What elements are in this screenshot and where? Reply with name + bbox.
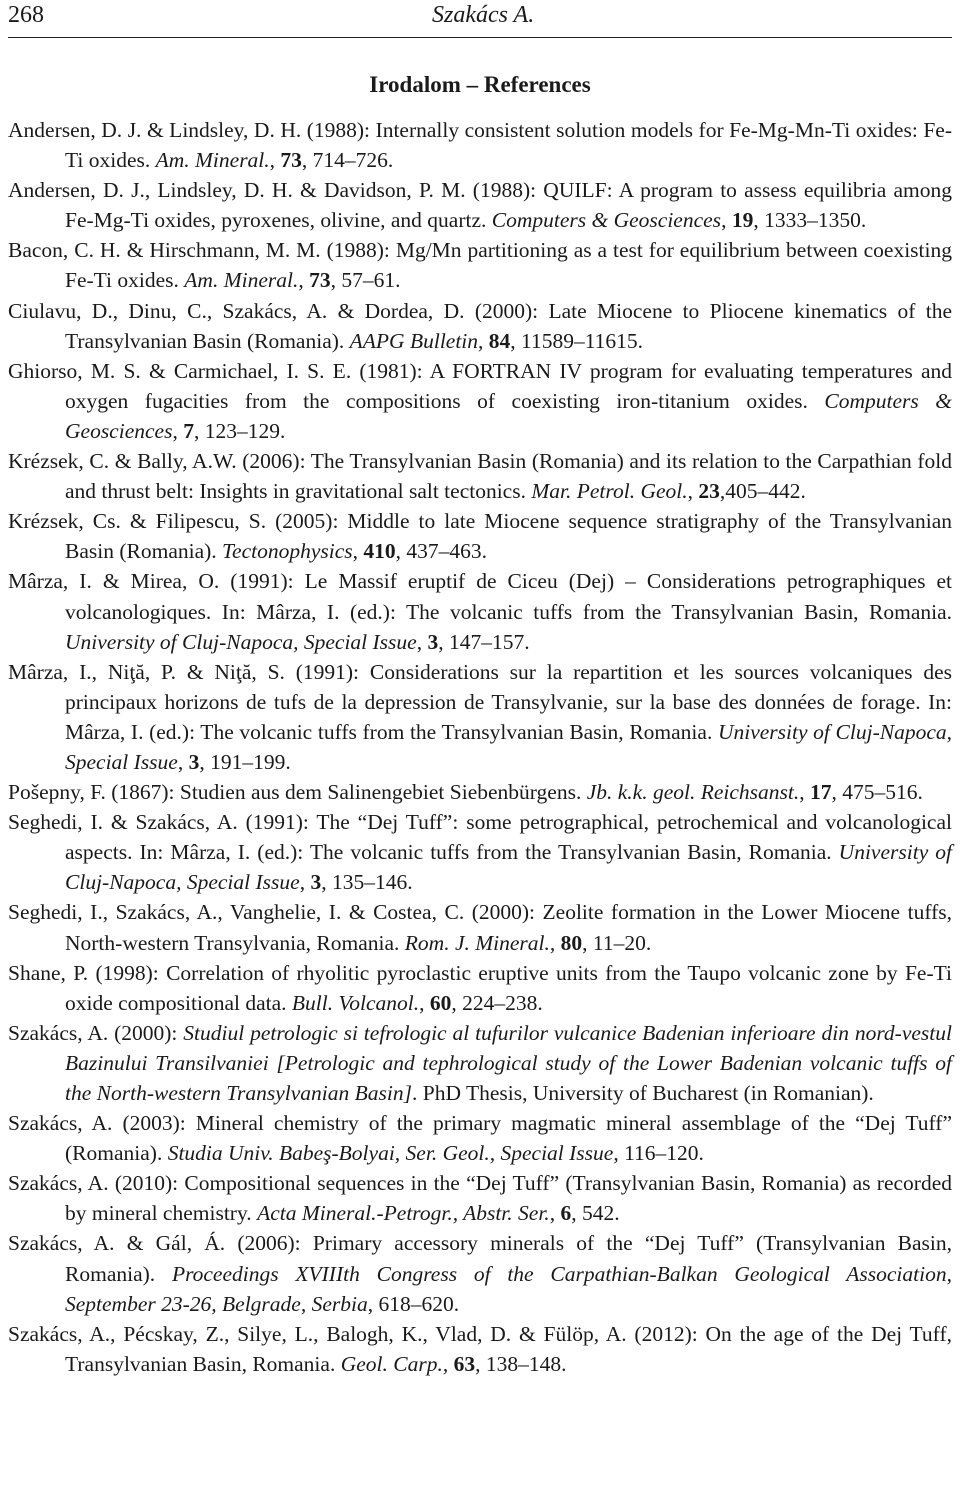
reference-volume: 17 (810, 780, 832, 805)
section-title: Irodalom – References (369, 72, 591, 97)
reference-entry (8, 657, 952, 777)
page-number: 268 (8, 2, 44, 28)
reference-source: AAPG Bulletin (349, 328, 479, 353)
reference-text: , 1333–1350. (753, 208, 867, 233)
reference-text: , (419, 990, 430, 1015)
reference-text: Krézsek, Cs. & Filipescu, S. (2005): Middle to late Miocene sequence stratigraphy of the Transylvanian Basin (Romania). (8, 509, 952, 564)
header-rule (8, 37, 952, 38)
reference-text: Mârza, I. & Mirea, O. (1991): Le Massif eruptif de Ciceu (Dej) – Considerations petrographiques et volcanologiques. In: Mârza, I. (ed.): The volcanic tuffs from the Transylvanian Basin, Romania. (8, 569, 952, 624)
reference-entry (8, 1018, 952, 1108)
reference-volume: 19 (731, 208, 754, 233)
reference-text: Szakács, A., Pécskay, Z., Silye, L., Balogh, K., Vlad, D. & Fülöp, A. (2012): On the age of the Dej Tuff, Transylvanian Basin, Romania. (8, 1321, 952, 1376)
reference-source: Am. Mineral. (184, 268, 299, 293)
reference-entry (8, 235, 952, 295)
reference-text: Szakács, A. (2010): Compositional sequences in the “Dej Tuff” (Transylvanian Basin, Romania) as recorded by mineral chemistry. (8, 1171, 952, 1226)
reference-entry (8, 115, 952, 175)
reference-text: , (352, 539, 364, 564)
reference-source: Geol. Carp. (340, 1351, 443, 1376)
reference-volume: 73 (280, 148, 302, 173)
reference-text: , 138–148. (475, 1351, 567, 1376)
reference-entry (8, 356, 952, 446)
reference-text: Mârza, I., Niţă, P. & Niţă, S. (1991): Considerations sur la repartition et les sources volcaniques des principaux horizons de tufs de la depression de Transylvanie, sur la base des données de forage. In: Mârza, I. (ed.): The volcanic tuffs from the Transylvanian Basin, Romania. (8, 659, 952, 744)
reference-text: , (478, 328, 489, 353)
reference-text: Andersen, D. J., Lindsley, D. H. & Davidson, P. M. (1988): QUILF: A program to assess equilibria among Fe-Mg-Ti oxides, pyroxenes, olivine, and quartz. (8, 178, 952, 233)
reference-volume: 3 (310, 870, 322, 895)
reference-entry (8, 777, 952, 807)
reference-entry (8, 958, 952, 1018)
reference-volume: 63 (453, 1351, 476, 1376)
reference-text: Ghiorso, M. S. & Carmichael, I. S. E. (1981): A FORTRAN IV program for evaluating temperatures and oxygen fugacities from the compositions of coexisting iron-titanium oxides. (8, 358, 952, 413)
reference-text: . PhD Thesis, University of Bucharest (in Romanian). (412, 1081, 874, 1105)
reference-text: Pošepny, F. (1867): Studien aus dem Salinengebiet Siebenbürgens. (8, 780, 587, 805)
reference-entry (8, 1319, 952, 1379)
reference-text: , 542. (571, 1201, 620, 1226)
reference-entry (8, 1168, 952, 1228)
reference-text: , 147–157. (438, 629, 530, 654)
reference-volume: 80 (560, 930, 583, 955)
reference-text: , 11589–11615. (510, 328, 644, 353)
reference-volume: 84 (488, 328, 511, 353)
reference-text: , (549, 930, 561, 955)
reference-source: University of Cluj-Napoca, Special Issue (65, 719, 952, 774)
reference-text: , 618–620. (367, 1291, 460, 1316)
reference-text: , (177, 749, 189, 774)
reference-text: , 116–120. (613, 1141, 704, 1166)
reference-text: , 224–238. (451, 990, 543, 1015)
reference-text: , (269, 148, 281, 173)
reference-source: Rom. J. Mineral. (404, 930, 550, 955)
reference-source: Bull. Volcanol. (291, 990, 420, 1015)
reference-entry (8, 446, 952, 506)
reference-text: ,405–442. (719, 479, 806, 504)
reference-text: , (172, 418, 184, 443)
reference-text: , (299, 870, 311, 895)
reference-text: Krézsek, C. & Bally, A.W. (2006): The Transylvanian Basin (Romania) and its relation to the Carpathian fold and thrust belt: Insights in gravitational salt tectonics. (8, 449, 952, 504)
reference-volume: 3 (188, 749, 200, 774)
reference-source: Proceedings XVIIIth Congress of the Carpathian-Balkan Geological Association, September 23-26, Belgrade, Serbia (65, 1261, 952, 1316)
reference-source: Am. Mineral. (155, 148, 270, 173)
reference-entry (8, 807, 952, 897)
reference-entry (8, 506, 952, 566)
reference-text: Andersen, D. J. & Lindsley, D. H. (1988): Internally consistent solution models for Fe-Mg-Mn-Ti oxides: Fe-Ti oxides. (8, 118, 952, 173)
reference-text: , (442, 1351, 454, 1376)
reference-text: Ciulavu, D., Dinu, C., Szakács, A. & Dordea, D. (2000): Late Miocene to Pliocene kinematics of the Transylvanian Basin (Romania). (8, 298, 952, 353)
reference-text: , 11–20. (582, 930, 652, 955)
reference-text: , 123–129. (193, 418, 286, 443)
reference-source: Acta Mineral.-Petrogr., Abstr. Ser. (257, 1201, 550, 1226)
reference-text: , 57–61. (330, 268, 401, 293)
reference-source: University of Cluj-Napoca, Special Issue (65, 840, 952, 895)
reference-text: Szakács, A. (2003): Mineral chemistry of the primary magmatic mineral assemblage of the “Dej Tuff” (Romania). (8, 1111, 952, 1166)
reference-entry (8, 566, 952, 656)
reference-source: Jb. k.k. geol. Reichsanst. (586, 780, 800, 805)
reference-text: Seghedi, I. & Szakács, A. (1991): The “Dej Tuff”: some petrographical, petrochemical and volcanological aspects. In: Mârza, I. (ed.): The volcanic tuffs from the Transylvanian Basin, Romania. (8, 810, 952, 865)
reference-text: , (799, 780, 811, 805)
reference-volume: 3 (427, 629, 439, 654)
reference-list (8, 115, 952, 1379)
reference-text: Szakács, A. (2000): (8, 1020, 184, 1045)
reference-text: Shane, P. (1998): Correlation of rhyolitic pyroclastic eruptive units from the Taupo volcanic zone by Fe-Ti oxide compositional data. (8, 960, 952, 1015)
reference-entry (8, 1108, 952, 1168)
reference-text: , (416, 629, 428, 654)
reference-text: Szakács, A. & Gál, Á. (2006): Primary accessory minerals of the “Dej Tuff” (Transylvanian Basin, Romania). (8, 1231, 952, 1286)
reference-source: Studiul petrologic si tefrologic al tufurilor vulcanice Badenian inferioare din nord-vestul Bazinului Transilvaniei [Petrologic and tephrological study of the Lower Badenian volcanic tuffs of the North-western Transylvanian Basin] (65, 1020, 952, 1105)
reference-text: , 191–199. (199, 749, 291, 774)
reference-text: , (298, 268, 310, 293)
reference-entry (8, 897, 952, 957)
running-title: Szakács A. (432, 2, 535, 28)
reference-source: Tectonophysics (222, 539, 353, 564)
reference-text: , 135–146. (321, 870, 413, 895)
reference-entry (8, 1228, 952, 1318)
reference-volume: 7 (183, 418, 194, 443)
reference-source: University of Cluj-Napoca, Special Issue (65, 629, 417, 654)
reference-entry (8, 175, 952, 235)
reference-text: , 437–463. (395, 539, 488, 564)
reference-source: Mar. Petrol. Geol. (531, 479, 688, 504)
reference-source: Computers & Geosciences (65, 388, 953, 443)
reference-entry (8, 296, 952, 356)
page-header (8, 0, 952, 38)
reference-volume: 410 (363, 539, 396, 564)
reference-volume: 6 (560, 1201, 572, 1226)
reference-text: , 475–516. (831, 780, 923, 805)
reference-volume: 73 (309, 268, 331, 293)
reference-text: Bacon, C. H. & Hirschmann, M. M. (1988): Mg/Mn partitioning as a test for equilibrium between coexisting Fe-Ti oxides. (8, 238, 952, 293)
reference-text: , (549, 1201, 561, 1226)
reference-volume: 60 (429, 990, 452, 1015)
reference-text: , 714–726. (301, 148, 394, 173)
reference-text: , (687, 479, 699, 504)
reference-source: Computers & Geosciences (491, 208, 722, 233)
reference-text: , (721, 208, 732, 233)
reference-volume: 23 (698, 479, 720, 504)
reference-source: Studia Univ. Babeş-Bolyai, Ser. Geol., Special Issue (167, 1141, 614, 1166)
reference-text: Seghedi, I., Szakács, A., Vanghelie, I. & Costea, C. (2000): Zeolite formation in the Lower Miocene tuffs, North-western Transylvania, Romania. (8, 900, 952, 955)
